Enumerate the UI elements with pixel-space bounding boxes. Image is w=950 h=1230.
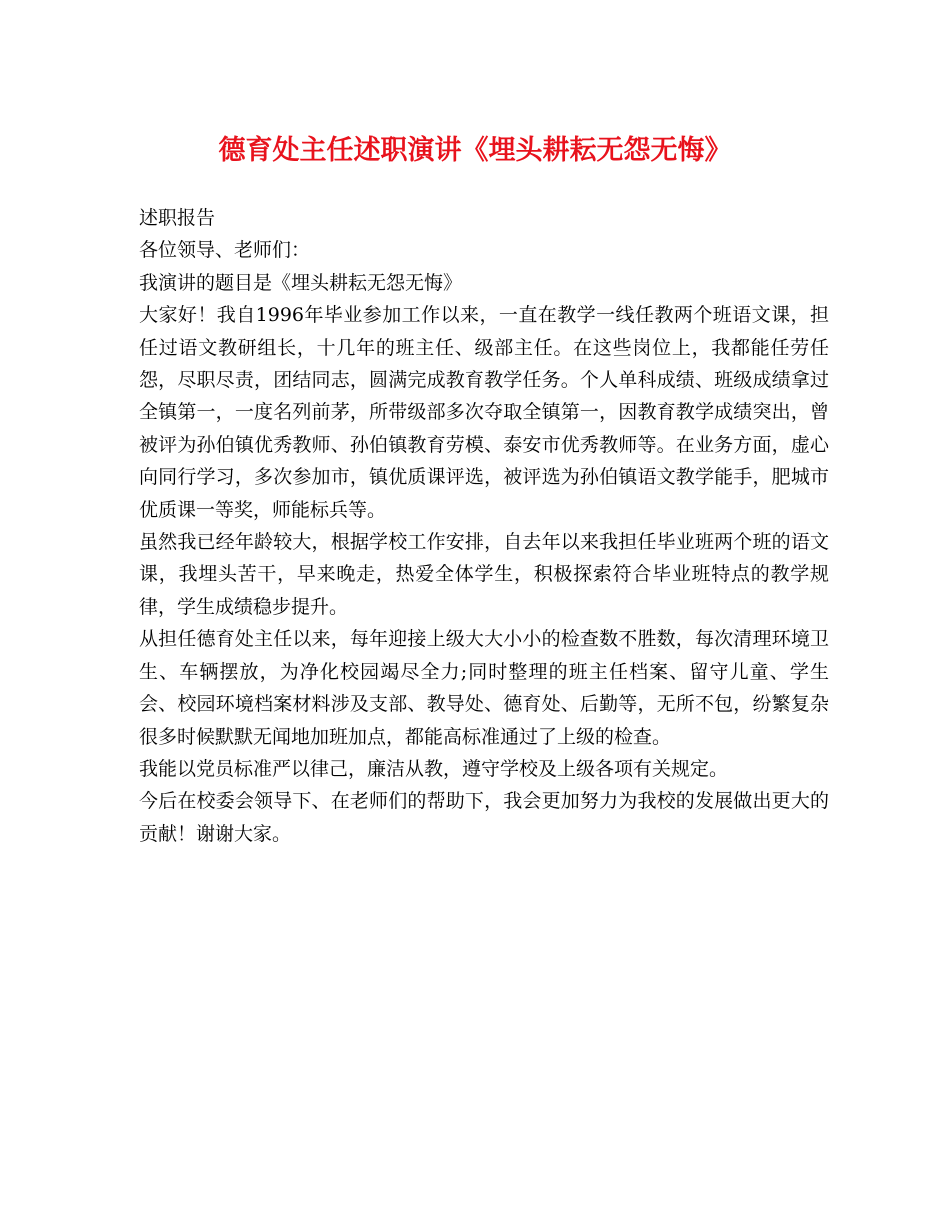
document-title: 德育处主任述职演讲《埋头耕耘无怨无悔》 <box>218 135 732 166</box>
paragraph-graduating-class: 虽然我已经年龄较大，根据学校工作安排，自去年以来我担任毕业班两个班的语文课，我埋头苦干，早来晚走，热爱全体学生，积极探索符合毕业班特点的教学规律，学生成绩稳步提升。 <box>139 531 829 618</box>
paragraph-career-summary: 大家好！我自1996年毕业参加工作以来，一直在教学一线任教两个班语文课，担任过语文教研组长，十几年的班主任、级部主任。在这些岗位上，我都能任劳任怨，尽职尽责，团结同志，圆满完成教育教学任务。个人单科成绩、班级成绩拿过全镇第一，一度名列前茅，所带级部多次夺取全镇第一，因教育教学成绩突出，曾被评为孙伯镇优秀教师、孙伯镇教育劳模、泰安市优秀教师等。在业务方面，虚心向同行学习，多次参加市，镇优质课评选，被评选为孙伯镇语文教学能手，肥城市优质课一等奖，师能标兵等。 <box>139 304 829 521</box>
paragraph-salutation: 各位领导、老师们： <box>139 239 311 262</box>
document-body <box>139 202 829 850</box>
paragraph-report-label: 述职报告 <box>139 207 216 229</box>
paragraph-closing: 今后在校委会领导下、在老师们的帮助下，我会更加努力为我校的发展做出更大的贡献！谢谢大家。 <box>139 790 829 845</box>
paragraph-self-discipline: 我能以党员标准严以律己，廉洁从教，遵守学校及上级各项有关规定。 <box>139 757 729 780</box>
paragraph-speech-topic: 我演讲的题目是《埋头耕耘无怨无悔》 <box>139 271 463 294</box>
paragraph-moral-education-work: 从担任德育处主任以来，每年迎接上级大大小小的检查数不胜数，每次清理环境卫生、车辆摆放，为净化校园竭尽全力;同时整理的班主任档案、留守儿童、学生会、校园环境档案材料涉及支部、教导处、德育处、后勤等，无所不包，纷繁复杂很多时候默默无闻地加班加点，都能高标准通过了上级的检查。 <box>139 628 829 748</box>
